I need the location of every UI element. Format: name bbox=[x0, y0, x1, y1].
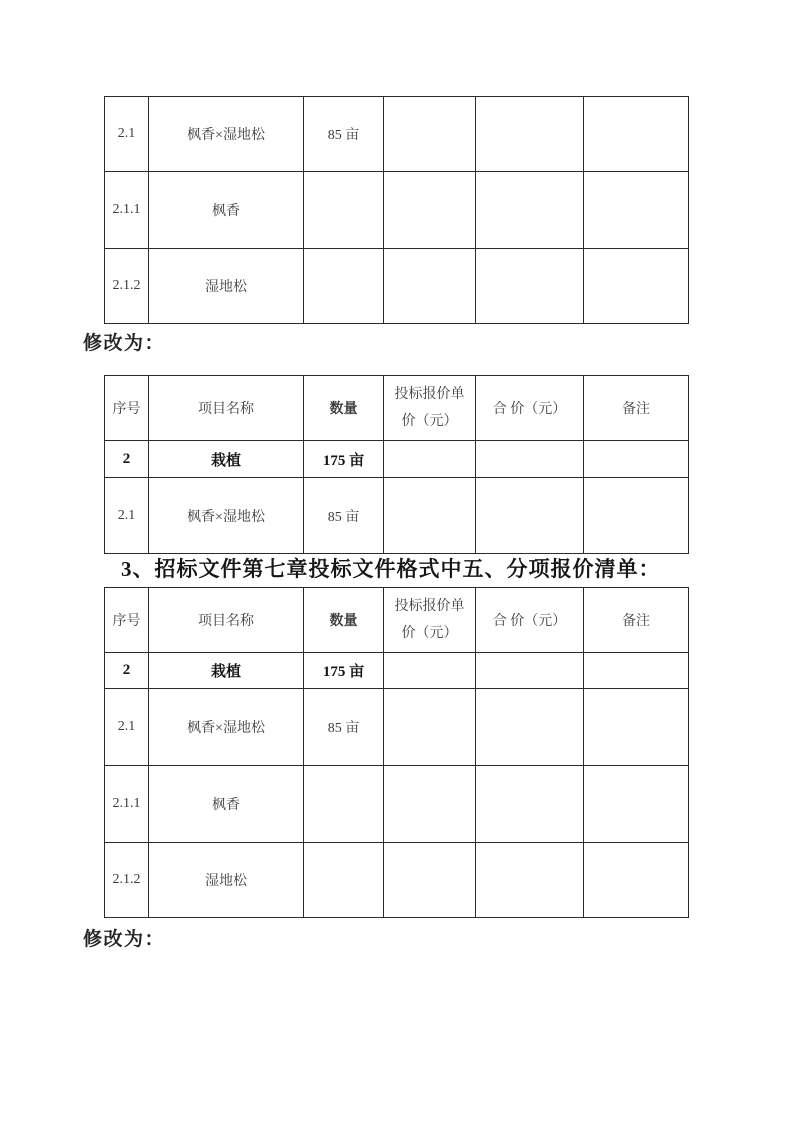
header-total-price: 合 价（元） bbox=[476, 376, 584, 441]
cell-item-name: 湿地松 bbox=[149, 843, 304, 918]
cell-unit-price bbox=[384, 843, 476, 918]
cell-quantity: 85 亩 bbox=[304, 478, 384, 554]
cell-unit-price bbox=[384, 689, 476, 766]
cell-remark bbox=[584, 843, 689, 918]
cell-remark bbox=[584, 172, 689, 249]
cell-item-name: 湿地松 bbox=[149, 249, 304, 324]
header-serial: 序号 bbox=[105, 588, 149, 653]
cell-quantity bbox=[304, 766, 384, 843]
cell-unit-price bbox=[384, 441, 476, 478]
header-item-name: 项目名称 bbox=[149, 588, 304, 653]
table-row bbox=[105, 689, 689, 766]
cell-remark bbox=[584, 97, 689, 172]
table-row bbox=[105, 97, 689, 172]
cell-remark bbox=[584, 478, 689, 554]
cell-unit-price bbox=[384, 172, 476, 249]
header-unit-price-line2: 价（元） bbox=[401, 414, 458, 429]
header-remark: 备注 bbox=[584, 376, 689, 441]
table-row bbox=[105, 249, 689, 324]
cell-remark bbox=[584, 249, 689, 324]
cell-quantity bbox=[304, 249, 384, 324]
cell-item-name: 枫香×湿地松 bbox=[149, 478, 304, 554]
table-header-row bbox=[105, 588, 689, 653]
cell-quantity: 85 亩 bbox=[304, 689, 384, 766]
cell-serial: 2.1.2 bbox=[105, 843, 149, 918]
table-row bbox=[105, 653, 689, 689]
cell-unit-price bbox=[384, 766, 476, 843]
header-item-name: 项目名称 bbox=[149, 376, 304, 441]
cell-item-name: 枫香×湿地松 bbox=[149, 689, 304, 766]
cell-quantity: 175 亩 bbox=[304, 441, 384, 478]
cell-total-price bbox=[476, 689, 584, 766]
revised-price-table bbox=[104, 375, 689, 554]
header-quantity: 数量 bbox=[304, 588, 384, 653]
header-remark: 备注 bbox=[584, 588, 689, 653]
cell-total-price bbox=[476, 478, 584, 554]
header-unit-price bbox=[384, 588, 476, 653]
cell-serial: 2 bbox=[105, 653, 149, 689]
header-serial: 序号 bbox=[105, 376, 149, 441]
cell-total-price bbox=[476, 766, 584, 843]
cell-item-name: 栽植 bbox=[149, 653, 304, 689]
cell-total-price bbox=[476, 172, 584, 249]
cell-total-price bbox=[476, 249, 584, 324]
section3-price-table bbox=[104, 587, 689, 918]
cell-item-name: 枫香 bbox=[149, 766, 304, 843]
section-3-heading: 3、招标文件第七章投标文件格式中五、分项报价清单： bbox=[121, 557, 661, 581]
table-row bbox=[105, 843, 689, 918]
cell-remark bbox=[584, 689, 689, 766]
cell-total-price bbox=[476, 653, 584, 689]
cell-serial: 2.1 bbox=[105, 97, 149, 172]
table-row bbox=[105, 441, 689, 478]
header-unit-price-line1: 投标报价单 bbox=[394, 599, 465, 614]
modified-to-label: 修改为： bbox=[83, 333, 166, 354]
cell-unit-price bbox=[384, 97, 476, 172]
header-total-price: 合 价（元） bbox=[476, 588, 584, 653]
cell-total-price bbox=[476, 843, 584, 918]
header-unit-price-line1: 投标报价单 bbox=[394, 387, 465, 402]
cell-item-name: 枫香 bbox=[149, 172, 304, 249]
cell-total-price bbox=[476, 441, 584, 478]
cell-serial: 2.1.2 bbox=[105, 249, 149, 324]
header-quantity: 数量 bbox=[304, 376, 384, 441]
cell-serial: 2.1 bbox=[105, 478, 149, 554]
cell-item-name: 枫香×湿地松 bbox=[149, 97, 304, 172]
cell-serial: 2.1.1 bbox=[105, 766, 149, 843]
original-price-table bbox=[104, 96, 689, 324]
cell-unit-price bbox=[384, 249, 476, 324]
cell-unit-price bbox=[384, 653, 476, 689]
table-row bbox=[105, 478, 689, 554]
cell-item-name: 栽植 bbox=[149, 441, 304, 478]
table-row bbox=[105, 172, 689, 249]
cell-quantity: 175 亩 bbox=[304, 653, 384, 689]
cell-quantity: 85 亩 bbox=[304, 97, 384, 172]
cell-serial: 2.1 bbox=[105, 689, 149, 766]
cell-remark bbox=[584, 441, 689, 478]
modified-to-label: 修改为： bbox=[83, 929, 166, 950]
cell-remark bbox=[584, 766, 689, 843]
cell-remark bbox=[584, 653, 689, 689]
cell-total-price bbox=[476, 97, 584, 172]
cell-quantity bbox=[304, 172, 384, 249]
table-header-row bbox=[105, 376, 689, 441]
header-unit-price-line2: 价（元） bbox=[401, 626, 458, 641]
table-row bbox=[105, 766, 689, 843]
header-unit-price bbox=[384, 376, 476, 441]
cell-quantity bbox=[304, 843, 384, 918]
cell-unit-price bbox=[384, 478, 476, 554]
cell-serial: 2.1.1 bbox=[105, 172, 149, 249]
cell-serial: 2 bbox=[105, 441, 149, 478]
